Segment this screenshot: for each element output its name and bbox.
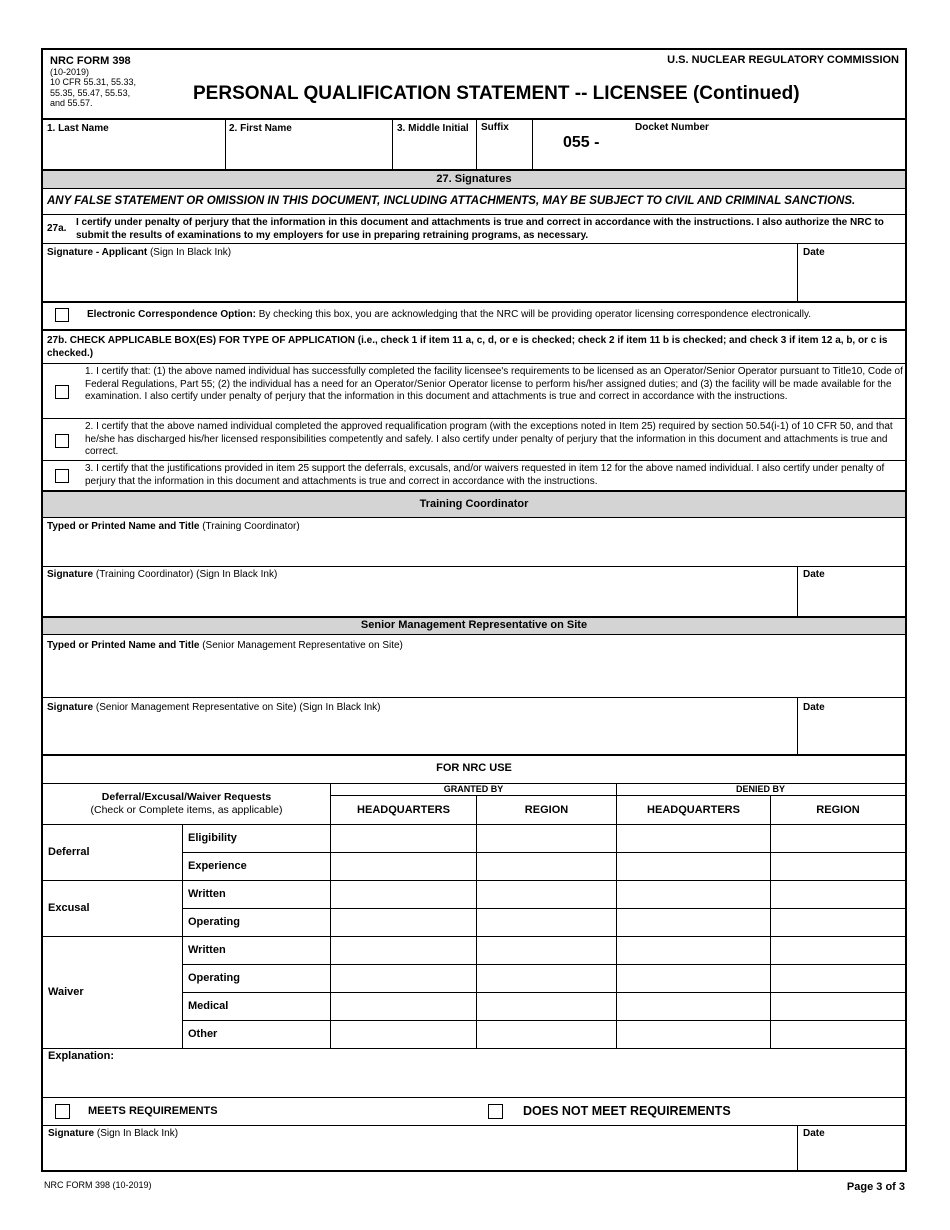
divider [182,1020,905,1021]
nrc-use-title: FOR NRC USE [436,762,512,774]
training-coordinator-signature-label: Signature (Training Coordinator) (Sign In Black Ink) [47,569,278,580]
item-27a-label: 27a. [47,223,67,234]
nrc-date-field[interactable] [798,1126,905,1172]
excusal-operating-label: Operating [188,916,240,928]
agency-name: U.S. NUCLEAR REGULATORY COMMISSION [667,54,899,66]
requests-subtitle: (Check or Complete items, as applicable) [90,804,283,816]
divider [43,301,905,303]
divider [225,119,226,169]
divider [43,936,905,937]
divider [43,418,905,419]
does-not-meet-requirements-label: DOES NOT MEET REQUIREMENTS [523,1104,731,1118]
form-number: NRC FORM 398 [50,55,131,67]
waiver-operating-label: Operating [188,972,240,984]
meets-requirements-checkbox[interactable] [55,1104,70,1119]
form-frame [41,48,907,1172]
divider [43,460,905,461]
option-2-checkbox[interactable] [55,434,69,448]
option-1-text: 1. I certify that: (1) the above named individual has successfully completed the facility licensee's requirements to be licensed as an Operator/Senior Operator pursuant to Title10, Code of Federal Regulations, Part 55; (2) the individual has a need for an Operator/Senior Operator license to perform his/her assigned duties; and (3) the facility will be made available for the examination. I also certify under penalty of perjury that the information in this document and attachments is true and correct in accordance with the instructions. [85,366,903,402]
divider [476,119,477,169]
waiver-written-label: Written [188,944,226,956]
training-coordinator-signature-field[interactable] [43,567,797,616]
granted-headquarters-header: HEADQUARTERS [357,804,450,816]
eligibility-label: Eligibility [188,832,237,844]
training-coordinator-name-field[interactable] [43,518,905,566]
senior-management-signature-label: Signature (Senior Management Representative on Site) (Sign In Black Ink) [47,702,381,713]
divider [182,852,905,853]
electronic-correspondence-checkbox[interactable] [55,308,69,322]
waiver-other-label: Other [188,1028,218,1040]
explanation-label: Explanation: [48,1050,115,1062]
experience-label: Experience [188,860,247,872]
applicant-date-label: Date [803,247,825,258]
divider [616,783,617,1048]
training-coordinator-date-label: Date [803,569,825,580]
divider [43,118,905,120]
waiver-label: Waiver [48,986,84,998]
divider [330,783,331,1048]
footer-form-id: NRC FORM 398 (10-2019) [44,1180,152,1190]
form-date: (10-2019) [50,67,90,77]
training-coordinator-date-field[interactable] [798,567,907,616]
deferral-label: Deferral [48,846,90,858]
divider [43,754,905,756]
nrc-date-label: Date [803,1128,825,1139]
docket-prefix: 055 - [563,134,600,151]
divider [770,795,771,1048]
divider [476,795,477,1048]
divider [182,908,905,909]
senior-management-signature-field[interactable] [43,698,797,754]
training-coordinator-name-label: Typed or Printed Name and Title (Training Coordinator) [47,521,300,532]
divider [330,795,905,796]
divider [43,1097,905,1098]
signatures-section-title: 27. Signatures [436,173,512,185]
item-27a-certification: I certify under penalty of perjury that the information in this document and attachments is true and correct in accordance with the instructions. I also authorize the NRC to submit the results of examinations to my employers for use in preparing retraining programs, as necessary. [76,217,884,241]
granted-region-header: REGION [524,804,569,816]
does-not-meet-requirements-checkbox[interactable] [488,1104,503,1119]
sanctions-warning: ANY FALSE STATEMENT OR OMISSION IN THIS DOCUMENT, INCLUDING ATTACHMENTS, MAY BE SUBJECT TO CIVIL AND CRIMINAL SANCTIONS. [47,195,856,207]
item-27b-instructions: 27b. CHECK APPLICABLE BOX(ES) FOR TYPE OF APPLICATION (i.e., check 1 if item 11 a, c, d, or e is checked; check 2 if item 11 b is checked; and check 3 if item 12 a, b, or c is checked.) [47,335,888,359]
senior-management-title: Senior Management Representative on Site [360,619,588,631]
denied-headquarters-header: HEADQUARTERS [647,804,740,816]
nrc-signature-field[interactable] [43,1126,797,1172]
requests-title: Deferral/Excusal/Waiver Requests [101,791,272,803]
divider [182,964,905,965]
granted-by-label: GRANTED BY [443,784,504,794]
electronic-correspondence-text: Electronic Correspondence Option: By checking this box, you are acknowledging that the NRC will be providing operator licensing correspondence electronically. [87,309,812,320]
last-name-label: 1. Last Name [47,123,109,134]
option-3-checkbox[interactable] [55,469,69,483]
divider [43,880,905,881]
denied-region-header: REGION [816,804,860,816]
applicant-signature-field[interactable] [43,244,797,301]
middle-initial-label: 3. Middle Initial [397,123,469,134]
waiver-medical-label: Medical [188,1000,229,1012]
divider [43,329,905,331]
divider [43,824,905,825]
option-3-text: 3. I certify that the justifications provided in item 25 support the deferrals, excusals, and/or waivers requested in item 12 for the above named individual. I also certify under penalty of perjury that the information in this document and attachments is true and correct in accordance with the instructions. [85,463,885,487]
excusal-written-label: Written [188,888,226,900]
suffix-label: Suffix [481,122,509,133]
senior-management-name-field[interactable] [43,635,905,697]
docket-number-label: Docket Number [635,122,709,133]
meets-requirements-label: MEETS REQUIREMENTS [88,1105,218,1117]
applicant-signature-label: Signature - Applicant (Sign In Black Ink) [47,247,232,258]
option-1-checkbox[interactable] [55,385,69,399]
first-name-label: 2. First Name [229,123,292,134]
denied-by-label: DENIED BY [735,784,785,794]
excusal-label: Excusal [48,902,90,914]
divider [182,992,905,993]
senior-management-name-label: Typed or Printed Name and Title (Senior Management Representative on Site) [47,640,403,651]
cfr-references: 10 CFR 55.31, 55.33, 55.35, 55.47, 55.53, and 55.57. [50,77,137,108]
divider [392,119,393,169]
option-2-text: 2. I certify that the above named individual completed the approved requalification program (with the exceptions noted in Item 25) required by section 50.54(i-1) of 10 CFR 50, and that he/she has discharged his/her licensed responsibilities competently and safely. I also certify under penalty of perjury that the information in this document and attachments is true and correct. [85,421,893,457]
senior-management-date-label: Date [803,702,825,713]
nrc-signature-label: Signature (Sign In Black Ink) [48,1128,179,1139]
page-number: Page 3 of 3 [846,1181,905,1193]
training-coordinator-title: Training Coordinator [419,498,529,510]
divider [532,119,533,169]
divider [43,214,905,215]
form-title: PERSONAL QUALIFICATION STATEMENT -- LICENSEE (Continued) [193,83,800,104]
applicant-date-field[interactable] [798,244,907,301]
divider [43,363,905,364]
senior-management-date-field[interactable] [798,698,907,754]
divider [43,188,905,189]
explanation-field[interactable] [43,1049,905,1097]
